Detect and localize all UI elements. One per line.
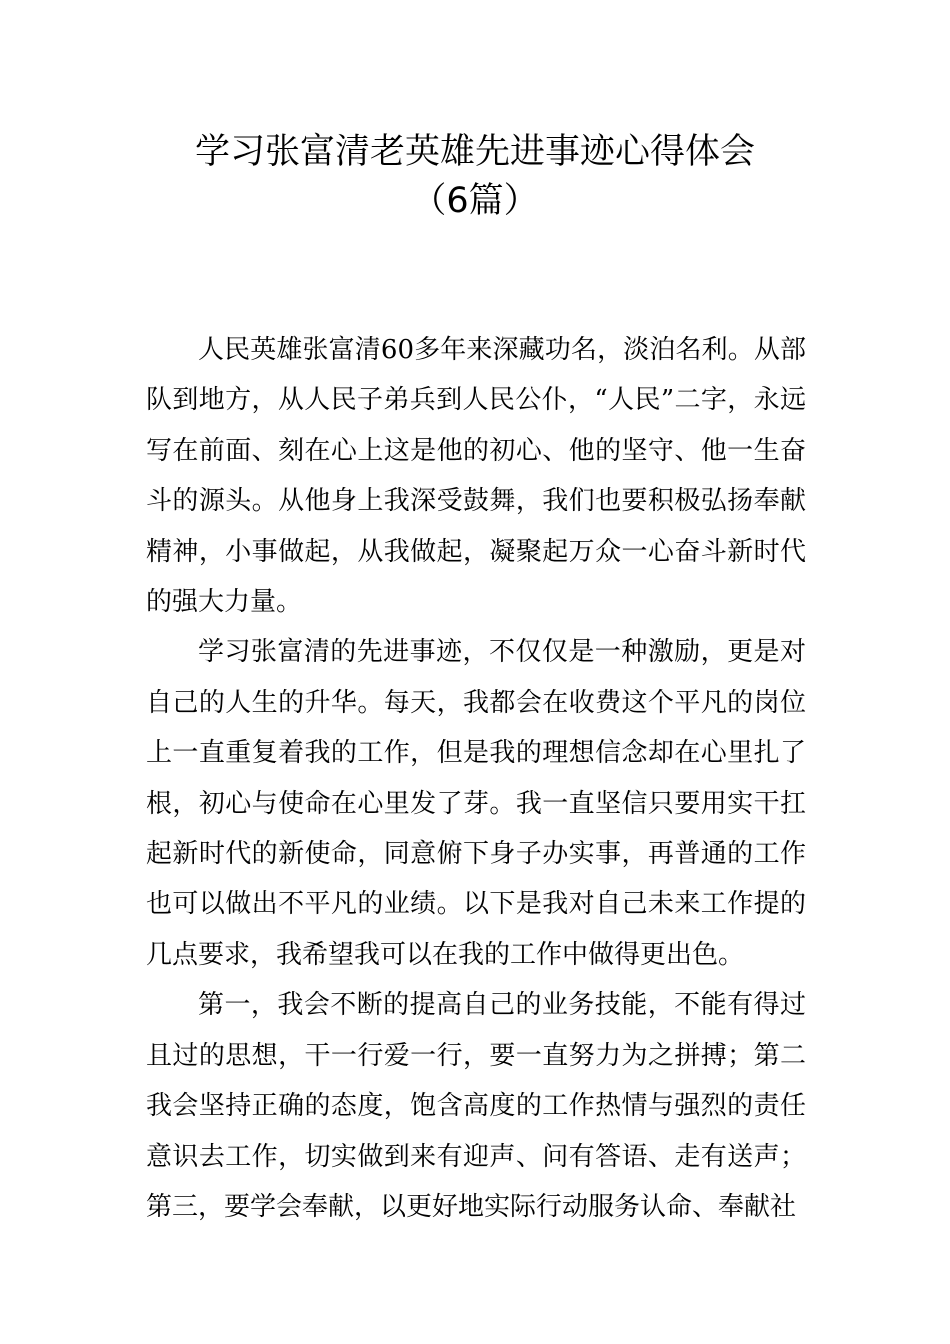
paragraph: 人民英雄张富清60多年来深藏功名，淡泊名利。从部队到地方，从人民子弟兵到人民公仆，“人民”二字，永远写在前面、刻在心上这是他的初心、他的坚守、他一生奋斗的源头。从他身上我深受鼓舞，我们也要积极弘扬奉献精神，小事做起，从我做起，凝聚起万众一心奋斗新时代的强大力量。 [146,335,806,618]
document-title: 学习张富清老英雄先进事迹心得体会 [194,132,755,172]
document-body [146,325,806,1232]
paragraph: 第一，我会不断的提高自己的业务技能，不能有得过且过的思想，干一行爱一行，要一直努力为之拼搏；第二我会坚持正确的态度，饱含高度的工作热情与强烈的责任意识去工作，切实做到来有迎声、问有答语、走有送声；第三，要学会奉献，以更好地实际行动服务认命、奉献社 [146,990,806,1222]
paragraph: 学习张富清的先进事迹，不仅仅是一种激励，更是对自己的人生的升华。每天，我都会在收费这个平凡的岗位上一直重复着我的工作，但是我的理想信念却在心里扎了根，初心与使命在心里发了芽。我一直坚信只要用实干扛起新时代的新使命，同意俯下身子办实事，再普通的工作也可以做出不平凡的业绩。以下是我对自己未来工作提的几点要求，我希望我可以在我的工作中做得更出色。 [146,637,806,970]
document-title-subtitle: （6篇） [411,181,539,221]
